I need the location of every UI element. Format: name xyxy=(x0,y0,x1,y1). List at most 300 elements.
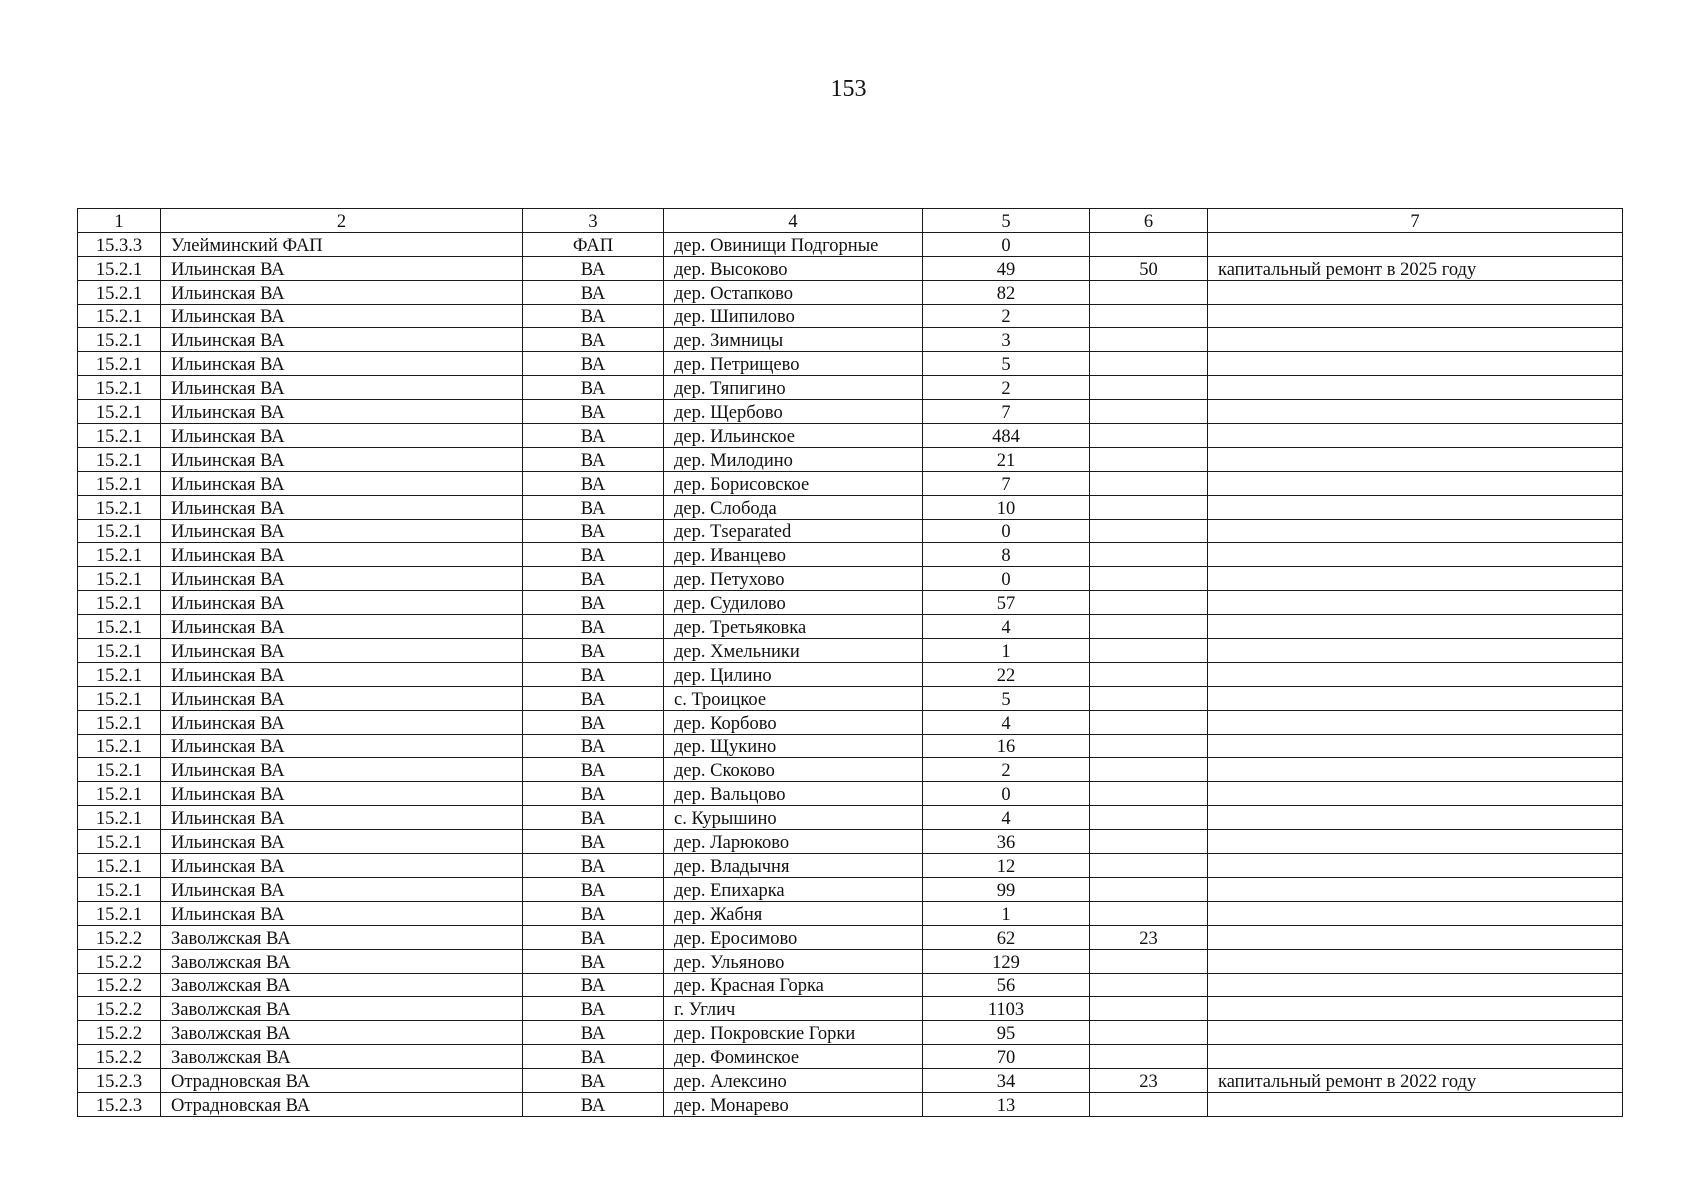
institution-name-cell: Ильинская ВА xyxy=(161,710,523,734)
settlement-name-cell: дер. Ульяново xyxy=(664,949,923,973)
row-code-cell: 15.2.1 xyxy=(78,639,161,663)
table-row xyxy=(78,925,1623,949)
remark-cell xyxy=(1208,1021,1623,1045)
distance-cell xyxy=(1090,424,1208,448)
population-cell: 8 xyxy=(923,543,1090,567)
institution-name-cell: Заволжская ВА xyxy=(161,949,523,973)
institution-name-cell: Заволжская ВА xyxy=(161,997,523,1021)
table-row xyxy=(78,782,1623,806)
institution-type-cell: ВА xyxy=(523,877,664,901)
remark-cell xyxy=(1208,352,1623,376)
institution-type-cell: ВА xyxy=(523,710,664,734)
row-code-cell: 15.2.1 xyxy=(78,662,161,686)
distance-cell xyxy=(1090,877,1208,901)
remark-cell xyxy=(1208,471,1623,495)
institution-name-cell: Ильинская ВА xyxy=(161,567,523,591)
table-row xyxy=(78,662,1623,686)
table-row xyxy=(78,901,1623,925)
settlement-name-cell: дер. Еросимово xyxy=(664,925,923,949)
row-code-cell: 15.2.1 xyxy=(78,495,161,519)
population-cell: 99 xyxy=(923,877,1090,901)
table-row xyxy=(78,519,1623,543)
settlement-name-cell: дер. Борисовское xyxy=(664,471,923,495)
population-cell: 3 xyxy=(923,328,1090,352)
row-code-cell: 15.3.3 xyxy=(78,232,161,256)
institution-type-cell: ВА xyxy=(523,997,664,1021)
distance-cell xyxy=(1090,854,1208,878)
institution-type-cell: ВА xyxy=(523,901,664,925)
population-cell: 56 xyxy=(923,973,1090,997)
institution-name-cell: Ильинская ВА xyxy=(161,877,523,901)
institution-name-cell: Заволжская ВА xyxy=(161,973,523,997)
distance-cell xyxy=(1090,591,1208,615)
institution-type-cell: ВА xyxy=(523,591,664,615)
institution-type-cell: ВА xyxy=(523,615,664,639)
row-code-cell: 15.2.1 xyxy=(78,854,161,878)
settlement-name-cell: дер. Фоминское xyxy=(664,1045,923,1069)
remark-cell xyxy=(1208,447,1623,471)
institution-type-cell: ВА xyxy=(523,328,664,352)
settlement-name-cell: дер. Щербово xyxy=(664,400,923,424)
remark-cell xyxy=(1208,280,1623,304)
population-cell: 5 xyxy=(923,686,1090,710)
remark-cell xyxy=(1208,519,1623,543)
institution-name-cell: Ильинская ВА xyxy=(161,304,523,328)
institution-type-cell: ВА xyxy=(523,519,664,543)
population-cell: 12 xyxy=(923,854,1090,878)
population-cell: 36 xyxy=(923,830,1090,854)
settlement-name-cell: дер. Покровские Горки xyxy=(664,1021,923,1045)
table-row xyxy=(78,615,1623,639)
distance-cell xyxy=(1090,782,1208,806)
row-code-cell: 15.2.1 xyxy=(78,782,161,806)
row-code-cell: 15.2.1 xyxy=(78,447,161,471)
table-row xyxy=(78,830,1623,854)
distance-cell xyxy=(1090,376,1208,400)
row-code-cell: 15.2.1 xyxy=(78,591,161,615)
settlement-name-cell: дер. Ларюково xyxy=(664,830,923,854)
col-3-header: 3 xyxy=(523,209,664,233)
table-row xyxy=(78,710,1623,734)
table-row xyxy=(78,424,1623,448)
institution-type-cell: ВА xyxy=(523,304,664,328)
table-row xyxy=(78,877,1623,901)
header-row xyxy=(78,209,1623,233)
institution-name-cell: Ильинская ВА xyxy=(161,280,523,304)
distance-cell xyxy=(1090,400,1208,424)
institution-type-cell: ФАП xyxy=(523,232,664,256)
col-1-header: 1 xyxy=(78,209,161,233)
settlement-name-cell: дер. Милодино xyxy=(664,447,923,471)
distance-cell xyxy=(1090,973,1208,997)
table-row xyxy=(78,567,1623,591)
population-cell: 4 xyxy=(923,806,1090,830)
institution-name-cell: Ильинская ВА xyxy=(161,400,523,424)
institution-name-cell: Ильинская ВА xyxy=(161,901,523,925)
settlement-name-cell: дер. Владычня xyxy=(664,854,923,878)
settlement-name-cell: дер. Овинищи Подгорные xyxy=(664,232,923,256)
settlement-name-cell: с. Троицкое xyxy=(664,686,923,710)
institution-type-cell: ВА xyxy=(523,543,664,567)
row-code-cell: 15.2.3 xyxy=(78,1092,161,1116)
remark-cell xyxy=(1208,877,1623,901)
institution-name-cell: Ильинская ВА xyxy=(161,543,523,567)
data-table xyxy=(77,208,1623,1117)
institution-type-cell: ВА xyxy=(523,925,664,949)
page-number: 153 xyxy=(830,76,867,102)
institution-type-cell: ВА xyxy=(523,424,664,448)
institution-type-cell: ВА xyxy=(523,662,664,686)
population-cell: 7 xyxy=(923,471,1090,495)
row-code-cell: 15.2.1 xyxy=(78,471,161,495)
settlement-name-cell: дер. Жабня xyxy=(664,901,923,925)
institution-name-cell: Заволжская ВА xyxy=(161,1045,523,1069)
distance-cell xyxy=(1090,304,1208,328)
institution-type-cell: ВА xyxy=(523,782,664,806)
population-cell: 1 xyxy=(923,639,1090,663)
distance-cell xyxy=(1090,806,1208,830)
distance-cell xyxy=(1090,686,1208,710)
settlement-name-cell: дер. Высоково xyxy=(664,256,923,280)
row-code-cell: 15.2.2 xyxy=(78,949,161,973)
table-row xyxy=(78,352,1623,376)
distance-cell xyxy=(1090,1021,1208,1045)
remark-cell xyxy=(1208,949,1623,973)
institution-name-cell: Ильинская ВА xyxy=(161,328,523,352)
row-code-cell: 15.2.1 xyxy=(78,400,161,424)
institution-name-cell: Ильинская ВА xyxy=(161,734,523,758)
institution-type-cell: ВА xyxy=(523,806,664,830)
population-cell: 62 xyxy=(923,925,1090,949)
distance-cell xyxy=(1090,1045,1208,1069)
remark-cell xyxy=(1208,1092,1623,1116)
population-cell: 484 xyxy=(923,424,1090,448)
institution-name-cell: Отрадновская ВА xyxy=(161,1069,523,1093)
table-row xyxy=(78,973,1623,997)
institution-type-cell: ВА xyxy=(523,471,664,495)
remark-cell xyxy=(1208,806,1623,830)
distance-cell xyxy=(1090,1092,1208,1116)
remark-cell: капитальный ремонт в 2022 году xyxy=(1208,1069,1623,1093)
settlement-name-cell: дер. Зимницы xyxy=(664,328,923,352)
remark-cell xyxy=(1208,973,1623,997)
institution-type-cell: ВА xyxy=(523,495,664,519)
settlement-name-cell: дер. Петухово xyxy=(664,567,923,591)
table-row xyxy=(78,686,1623,710)
table-row xyxy=(78,639,1623,663)
distance-cell xyxy=(1090,949,1208,973)
institution-name-cell: Заволжская ВА xyxy=(161,925,523,949)
population-cell: 57 xyxy=(923,591,1090,615)
row-code-cell: 15.2.1 xyxy=(78,519,161,543)
institution-type-cell: ВА xyxy=(523,280,664,304)
population-cell: 7 xyxy=(923,400,1090,424)
table-row xyxy=(78,471,1623,495)
population-cell: 70 xyxy=(923,1045,1090,1069)
remark-cell xyxy=(1208,232,1623,256)
institution-name-cell: Заволжская ВА xyxy=(161,1021,523,1045)
institution-name-cell: Ильинская ВА xyxy=(161,639,523,663)
row-code-cell: 15.2.1 xyxy=(78,686,161,710)
distance-cell xyxy=(1090,232,1208,256)
distance-cell xyxy=(1090,615,1208,639)
remark-cell xyxy=(1208,543,1623,567)
institution-name-cell: Ильинская ВА xyxy=(161,806,523,830)
row-code-cell: 15.2.2 xyxy=(78,925,161,949)
distance-cell: 23 xyxy=(1090,1069,1208,1093)
institution-name-cell: Ильинская ВА xyxy=(161,615,523,639)
population-cell: 22 xyxy=(923,662,1090,686)
row-code-cell: 15.2.1 xyxy=(78,567,161,591)
remark-cell xyxy=(1208,997,1623,1021)
institution-type-cell: ВА xyxy=(523,973,664,997)
institution-name-cell: Ильинская ВА xyxy=(161,782,523,806)
population-cell: 49 xyxy=(923,256,1090,280)
table-body xyxy=(78,232,1623,1116)
institution-name-cell: Ильинская ВА xyxy=(161,447,523,471)
table-row xyxy=(78,304,1623,328)
institution-type-cell: ВА xyxy=(523,1021,664,1045)
settlement-name-cell: дер. Цилино xyxy=(664,662,923,686)
population-cell: 0 xyxy=(923,519,1090,543)
remark-cell xyxy=(1208,734,1623,758)
table-row xyxy=(78,328,1623,352)
distance-cell xyxy=(1090,567,1208,591)
remark-cell xyxy=(1208,304,1623,328)
institution-name-cell: Ильинская ВА xyxy=(161,854,523,878)
distance-cell xyxy=(1090,280,1208,304)
table-row xyxy=(78,997,1623,1021)
row-code-cell: 15.2.1 xyxy=(78,424,161,448)
institution-type-cell: ВА xyxy=(523,639,664,663)
distance-cell xyxy=(1090,543,1208,567)
remark-cell xyxy=(1208,639,1623,663)
remark-cell xyxy=(1208,328,1623,352)
institution-type-cell: ВА xyxy=(523,949,664,973)
remark-cell: капитальный ремонт в 2025 году xyxy=(1208,256,1623,280)
table-row xyxy=(78,1045,1623,1069)
institution-type-cell: ВА xyxy=(523,1069,664,1093)
col-6-header: 6 xyxy=(1090,209,1208,233)
institution-name-cell: Ильинская ВА xyxy=(161,662,523,686)
row-code-cell: 15.2.1 xyxy=(78,734,161,758)
table-row xyxy=(78,256,1623,280)
remark-cell xyxy=(1208,591,1623,615)
distance-cell xyxy=(1090,710,1208,734)
remark-cell xyxy=(1208,1045,1623,1069)
distance-cell xyxy=(1090,901,1208,925)
population-cell: 5 xyxy=(923,352,1090,376)
population-cell: 16 xyxy=(923,734,1090,758)
settlement-name-cell: дер. Иванцево xyxy=(664,543,923,567)
distance-cell xyxy=(1090,519,1208,543)
distance-cell: 50 xyxy=(1090,256,1208,280)
population-cell: 13 xyxy=(923,1092,1090,1116)
distance-cell: 23 xyxy=(1090,925,1208,949)
remark-cell xyxy=(1208,400,1623,424)
table-row xyxy=(78,400,1623,424)
population-cell: 0 xyxy=(923,232,1090,256)
settlement-name-cell: г. Углич xyxy=(664,997,923,1021)
settlement-name-cell: дер. Остапково xyxy=(664,280,923,304)
settlement-name-cell: дер. Епихарка xyxy=(664,877,923,901)
institution-name-cell: Ильинская ВА xyxy=(161,591,523,615)
table-row xyxy=(78,447,1623,471)
remark-cell xyxy=(1208,662,1623,686)
remark-cell xyxy=(1208,615,1623,639)
col-4-header: 4 xyxy=(664,209,923,233)
row-code-cell: 15.2.2 xyxy=(78,1045,161,1069)
distance-cell xyxy=(1090,662,1208,686)
population-cell: 129 xyxy=(923,949,1090,973)
distance-cell xyxy=(1090,495,1208,519)
settlement-name-cell: дер. Вальцово xyxy=(664,782,923,806)
table-row xyxy=(78,232,1623,256)
remark-cell xyxy=(1208,567,1623,591)
distance-cell xyxy=(1090,734,1208,758)
population-cell: 0 xyxy=(923,782,1090,806)
table-row xyxy=(78,758,1623,782)
distance-cell xyxy=(1090,447,1208,471)
row-code-cell: 15.2.1 xyxy=(78,352,161,376)
table-row xyxy=(78,806,1623,830)
remark-cell xyxy=(1208,495,1623,519)
institution-type-cell: ВА xyxy=(523,376,664,400)
institution-name-cell: Ильинская ВА xyxy=(161,495,523,519)
institution-type-cell: ВА xyxy=(523,734,664,758)
institution-type-cell: ВА xyxy=(523,1045,664,1069)
row-code-cell: 15.2.1 xyxy=(78,901,161,925)
row-code-cell: 15.2.2 xyxy=(78,1021,161,1045)
distance-cell xyxy=(1090,639,1208,663)
institution-name-cell: Ильинская ВА xyxy=(161,758,523,782)
institution-name-cell: Ильинская ВА xyxy=(161,830,523,854)
settlement-name-cell: дер. Скоково xyxy=(664,758,923,782)
population-cell: 82 xyxy=(923,280,1090,304)
institution-type-cell: ВА xyxy=(523,256,664,280)
row-code-cell: 15.2.2 xyxy=(78,997,161,1021)
table-row xyxy=(78,734,1623,758)
settlement-name-cell: дер. Ильинское xyxy=(664,424,923,448)
table-row xyxy=(78,543,1623,567)
row-code-cell: 15.2.1 xyxy=(78,710,161,734)
table-row xyxy=(78,376,1623,400)
institution-type-cell: ВА xyxy=(523,352,664,376)
table-row xyxy=(78,949,1623,973)
population-cell: 2 xyxy=(923,376,1090,400)
population-cell: 1 xyxy=(923,901,1090,925)
institution-type-cell: ВА xyxy=(523,686,664,710)
row-code-cell: 15.2.1 xyxy=(78,304,161,328)
institution-name-cell: Ильинская ВА xyxy=(161,256,523,280)
remark-cell xyxy=(1208,830,1623,854)
settlement-name-cell: дер. Корбово xyxy=(664,710,923,734)
institution-name-cell: Улейминский ФАП xyxy=(161,232,523,256)
row-code-cell: 15.2.1 xyxy=(78,328,161,352)
remark-cell xyxy=(1208,758,1623,782)
institution-name-cell: Ильинская ВА xyxy=(161,519,523,543)
settlement-name-cell: дер. Тseparated xyxy=(664,519,923,543)
settlement-name-cell: дер. Шипилово xyxy=(664,304,923,328)
settlement-name-cell: с. Курышино xyxy=(664,806,923,830)
population-cell: 2 xyxy=(923,304,1090,328)
population-cell: 0 xyxy=(923,567,1090,591)
row-code-cell: 15.2.1 xyxy=(78,280,161,304)
institution-name-cell: Ильинская ВА xyxy=(161,352,523,376)
institution-name-cell: Отрадновская ВА xyxy=(161,1092,523,1116)
col-5-header: 5 xyxy=(923,209,1090,233)
distance-cell xyxy=(1090,830,1208,854)
row-code-cell: 15.2.1 xyxy=(78,543,161,567)
institution-name-cell: Ильинская ВА xyxy=(161,376,523,400)
population-cell: 21 xyxy=(923,447,1090,471)
table-row xyxy=(78,1021,1623,1045)
table-row xyxy=(78,1069,1623,1093)
population-cell: 1103 xyxy=(923,997,1090,1021)
settlement-name-cell: дер. Щукино xyxy=(664,734,923,758)
settlement-name-cell: дер. Петрищево xyxy=(664,352,923,376)
institution-type-cell: ВА xyxy=(523,830,664,854)
settlement-name-cell: дер. Красная Горка xyxy=(664,973,923,997)
table-row xyxy=(78,854,1623,878)
col-7-header: 7 xyxy=(1208,209,1623,233)
settlement-name-cell: дер. Слобода xyxy=(664,495,923,519)
institution-type-cell: ВА xyxy=(523,854,664,878)
institution-type-cell: ВА xyxy=(523,758,664,782)
institution-type-cell: ВА xyxy=(523,1092,664,1116)
remark-cell xyxy=(1208,901,1623,925)
row-code-cell: 15.2.3 xyxy=(78,1069,161,1093)
population-cell: 4 xyxy=(923,615,1090,639)
row-code-cell: 15.2.1 xyxy=(78,376,161,400)
row-code-cell: 15.2.2 xyxy=(78,973,161,997)
population-cell: 95 xyxy=(923,1021,1090,1045)
remark-cell xyxy=(1208,782,1623,806)
settlement-name-cell: дер. Тяпигино xyxy=(664,376,923,400)
table-row xyxy=(78,495,1623,519)
settlement-name-cell: дер. Монарево xyxy=(664,1092,923,1116)
remark-cell xyxy=(1208,376,1623,400)
col-2-header: 2 xyxy=(161,209,523,233)
table-row xyxy=(78,1092,1623,1116)
institution-type-cell: ВА xyxy=(523,567,664,591)
institution-name-cell: Ильинская ВА xyxy=(161,686,523,710)
settlement-name-cell: дер. Алексино xyxy=(664,1069,923,1093)
table-row xyxy=(78,591,1623,615)
remark-cell xyxy=(1208,854,1623,878)
row-code-cell: 15.2.1 xyxy=(78,877,161,901)
population-cell: 34 xyxy=(923,1069,1090,1093)
population-cell: 4 xyxy=(923,710,1090,734)
row-code-cell: 15.2.1 xyxy=(78,615,161,639)
table-row xyxy=(78,280,1623,304)
remark-cell xyxy=(1208,925,1623,949)
distance-cell xyxy=(1090,758,1208,782)
row-code-cell: 15.2.1 xyxy=(78,830,161,854)
population-cell: 2 xyxy=(923,758,1090,782)
institution-name-cell: Ильинская ВА xyxy=(161,424,523,448)
distance-cell xyxy=(1090,352,1208,376)
institution-name-cell: Ильинская ВА xyxy=(161,471,523,495)
settlement-name-cell: дер. Судилово xyxy=(664,591,923,615)
settlement-name-cell: дер. Хмельники xyxy=(664,639,923,663)
remark-cell xyxy=(1208,686,1623,710)
settlement-name-cell: дер. Третьяковка xyxy=(664,615,923,639)
distance-cell xyxy=(1090,471,1208,495)
remark-cell xyxy=(1208,424,1623,448)
population-cell: 10 xyxy=(923,495,1090,519)
row-code-cell: 15.2.1 xyxy=(78,256,161,280)
